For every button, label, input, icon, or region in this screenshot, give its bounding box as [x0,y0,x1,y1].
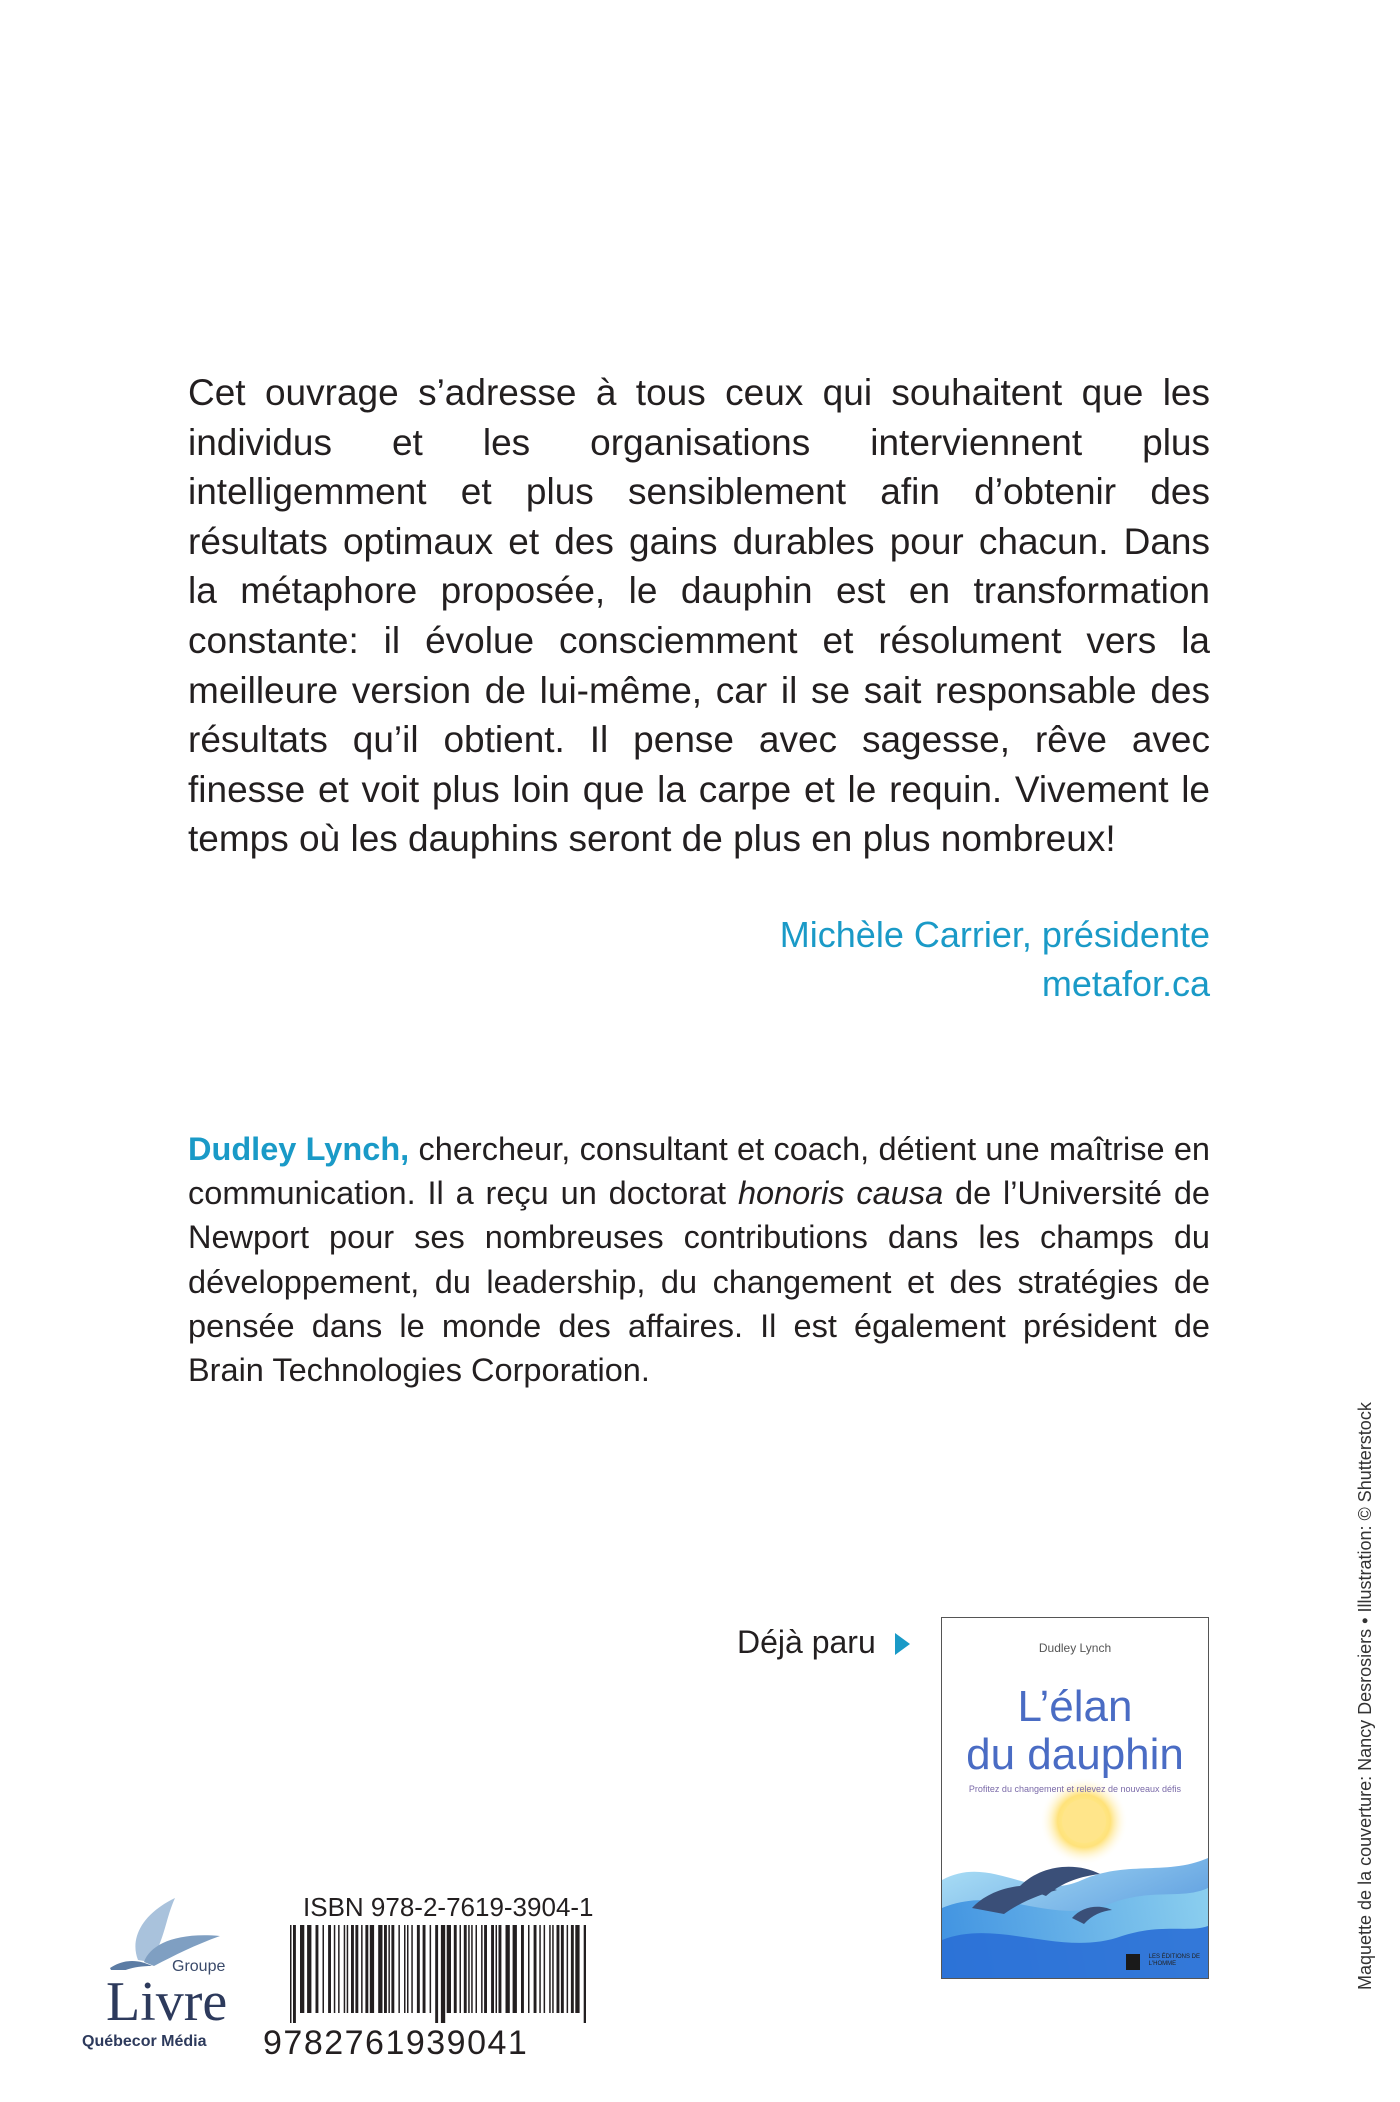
barcode-bar [544,1925,546,2013]
cover-credits: Maquette de la couverture: Nancy Desrosiers • Illustration: © Shutterstock [1355,1402,1375,1990]
barcode-bar [491,1925,494,2013]
barcode-bar [338,1925,340,2013]
barcode-bar [307,1925,311,2013]
quote-website: metafor.ca [1041,963,1210,1004]
barcode-bar [384,1925,387,2013]
bio-text-1: chercheur, consultant et coach, détient une maîtrise en communication. Il a reçu un doctorat [188,1131,1210,1212]
barcode-bar [584,1925,586,2023]
barcode-bar [404,1925,406,2013]
logo-groupe: Groupe [172,1958,226,1975]
barcode-bar [290,1925,292,2023]
author-bio [188,1127,1210,1392]
bio-italic: honoris causa [737,1175,944,1212]
barcode-bar [557,1925,560,2013]
barcode-bar [528,1925,530,2013]
barcode-bar [468,1925,470,2013]
barcode-bar [391,1925,394,2013]
barcode-bar [496,1925,498,2013]
barcode-bar [539,1925,541,2013]
back-cover-quote: Cet ouvrage s’adresse à tous ceux qui souhaitent que les individus et les organisations interviennent plus intelligemment et plus sensiblement afin d’obtenir des résultats optimaux et des gains durables pour chacun. Dans la métaphore proposée, le dauphin est en transformation constante: il évolue consciemment et résolument vers la meilleure version de lui-même, car il se sait responsable des résultats qu’il obtient. Il pense avec sagesse, rêve avec finesse et voit plus loin que la carpe et le requin. Vivement le temps où les dauphins seront de plus en plus nombreux! [188,372,1210,860]
logo-quebecor: Québecor Média [82,2033,207,2050]
barcode-bar [355,1925,358,2013]
barcode-bar [484,1925,487,2013]
sun-core [1062,1799,1106,1843]
book-title-line1: L’élan [1017,1682,1133,1731]
barcode-bar [549,1925,551,2013]
arrow-right-icon [895,1633,910,1655]
barcode-bar [430,1925,432,2013]
book-author: Dudley Lynch [1038,1641,1112,1655]
barcode-bar [365,1925,368,2013]
barcode-bar [476,1925,478,2013]
barcode-bar [464,1925,467,2013]
barcode-bar [407,1925,409,2013]
isbn-digits: 9782761939041 [263,2024,529,2062]
barcode-bar [344,1925,346,2013]
barcode-bar [534,1925,537,2013]
isbn-label: ISBN 978-2-7619-3904-1 [303,1892,594,1922]
isbn-barcode [290,1925,586,2023]
barcode-bar [521,1925,524,2013]
publisher-logo-mark [1126,1954,1140,1970]
book-cover-illustration [942,1618,1208,1978]
barcode-bar [388,1925,390,2013]
barcode-bar [378,1925,382,2013]
barcode-bar [571,1925,574,2013]
book-subtitle: Profitez du changement et relevez de nouveaux défis [968,1784,1182,1794]
barcode-bar [370,1925,374,2013]
barcode-bar [552,1925,554,2013]
author-name: Dudley Lynch, [188,1131,410,1167]
barcode-bar [347,1925,349,2013]
barcode-bar [435,1925,438,2023]
quote-attribution [780,910,1210,1008]
barcode-bar [441,1925,445,2023]
barcode-bar [575,1925,579,2013]
barcode-bar [561,1925,564,2013]
book-publisher-line1: LES ÉDITIONS DE [1148,1954,1200,1960]
barcode-bar [293,1925,296,2023]
book-publisher [1149,1954,1200,1968]
barcode-bar [316,1925,319,2013]
barcode-bar [423,1925,426,2013]
barcode-bar [328,1925,331,2013]
book-title-line2: du dauphin [966,1730,1184,1779]
groupe-livre-logo [80,1890,230,2060]
barcode-bar [471,1925,473,2013]
barcode-bar [454,1925,457,2013]
barcode-bar [499,1925,502,2013]
barcode-bar [506,1925,510,2013]
barcode-bar [481,1925,483,2013]
barcode-bar [447,1925,451,2013]
quote-author: Michèle Carrier, présidente [779,914,1210,955]
barcode-bar [334,1925,336,2013]
barcode-bar [460,1925,462,2013]
book-publisher-line2: L'HOMME [1148,1961,1177,1967]
barcode-bar [398,1925,400,2013]
deja-paru-text: Déjà paru [737,1624,876,1660]
barcode-bar [411,1925,413,2013]
logo-livre: Livre [106,1971,228,2033]
barcode-bar [300,1925,304,2013]
deja-paru-label [737,1624,876,1661]
barcode-bar [323,1925,325,2013]
barcode-bar [417,1925,420,2013]
barcode-bar [351,1925,354,2013]
book-thumbnail [941,1617,1209,1979]
barcode-bar [361,1925,363,2013]
barcode-bar [513,1925,517,2013]
bio-text-2: de l’Université de Newport pour ses nombreuses contributions dans les champs du développement, du leadership, du changement et des stratégies de pensée dans le monde des affaires. Il est également président de Brain Technologies Corporation. [188,1175,1210,1389]
barcode-bar [567,1925,569,2013]
